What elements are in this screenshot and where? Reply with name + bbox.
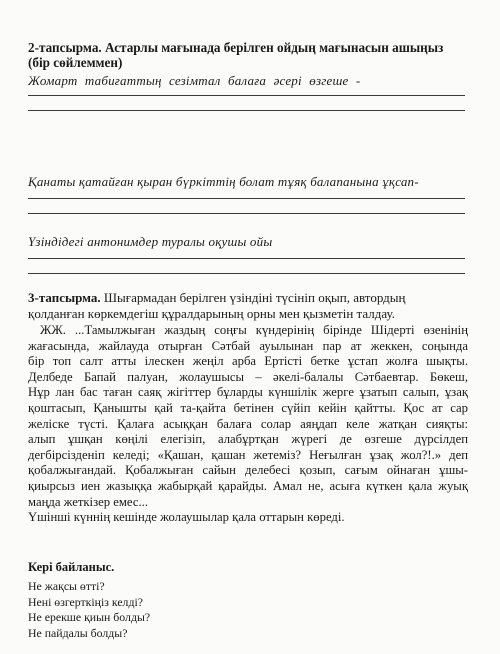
- answer-line: [28, 198, 465, 199]
- task3-text-line2: қолданған көркемдегіш құралдарының орны мен қызметін талдау.: [28, 306, 395, 321]
- answer-line: [28, 258, 465, 259]
- task2-title-line2: (бір сөйлеммен): [28, 55, 123, 70]
- feedback-title: Кері байланыс.: [28, 560, 115, 574]
- answer-line: [28, 110, 465, 111]
- literary-excerpt: [28, 323, 468, 526]
- excerpt-line: Делбеде Бапай палуан, жолаушысы – әкелі-балалы Сәтбаевтар. Бөкеш,: [28, 369, 468, 384]
- excerpt-line: маңда жеткізер емес...: [28, 494, 148, 509]
- answer-line: [28, 273, 465, 274]
- feedback-questions: [28, 579, 468, 642]
- task2-prompt-1: Жомарт табиғаттың сезімтал балаға әсері өзгеше -: [28, 73, 361, 88]
- feedback-question: Не жақсы өтті?: [28, 579, 105, 593]
- excerpt-line: жағасында, жайлауда отырған Сәтбай ауылынан пар ат жеккен, соңында: [28, 338, 468, 353]
- excerpt-line: қоштасып, Қанышты қай та-қайта бетінен сүйіп кейін қайтты. Қос ат сар: [28, 400, 468, 415]
- task2-title: [28, 40, 468, 70]
- excerpt-line: бір топ салт атты ілескен жеңіл арба Ертісті бетке ұстап жолға шықты.: [28, 354, 468, 369]
- task3-text-line1: Шығармадан берілген үзіндіні түсініп оқып, автордың: [100, 290, 406, 305]
- task2-title-line1: 2-тапсырма. Астарлы мағынада берілген ойдың мағынасын ашыңыз: [28, 40, 444, 55]
- excerpt-line: Нұр лан бас таған саяқ жігіттер бұларды күншілік жерге ұзатып салып, ұзақ: [28, 385, 468, 400]
- feedback-question: Не ерекше қиын болды?: [28, 610, 151, 625]
- task2-prompt-3: Үзіндідегі антонимдер туралы оқушы ойы: [28, 234, 273, 249]
- task3-instructions: [28, 290, 468, 322]
- excerpt-line: қобалжығандай. Қобалжыған сайын делебесі қозып, сағым ойнаған ұшы-: [28, 463, 468, 478]
- excerpt-line: ЖЖ. ...Тамылжыған жаздың соңғы күндерінің бірінде Шідерті өзенінің: [40, 323, 468, 337]
- answer-line: [28, 95, 465, 96]
- feedback-question: Не пайдалы болды?: [28, 626, 128, 641]
- excerpt-line: алып ұшқан көңілі елегізіп, алабұртқан жүрегі де өзгеше дүрсілдеп: [28, 432, 468, 447]
- excerpt-line: дегбірсізденіп келеді; «Қашан, қашан жетеміз? Неғылған ұзақ жол?!.» деп: [28, 447, 468, 462]
- answer-line: [28, 213, 465, 214]
- feedback-question: Нені өзгерткіңіз келді?: [28, 594, 143, 609]
- task2-prompt-2: Қанаты қатайған қыран бүркіттің болат тұяқ балапанына ұқсап-: [28, 174, 419, 189]
- excerpt-line: желіске түсті. Қалаға асыққан балаға солар аяңдап келе жатқан сияқты:: [28, 416, 468, 431]
- task3-line1: [28, 290, 468, 306]
- task3-label: 3-тапсырма.: [28, 290, 101, 305]
- excerpt-line: қиырсыз иен жазыққа жабырқай қарайды. Амал не, асыға күткен қала жуық: [28, 478, 468, 493]
- excerpt-line: Үшінші күннің кешінде жолаушылар қала оттарын көреді.: [28, 510, 345, 525]
